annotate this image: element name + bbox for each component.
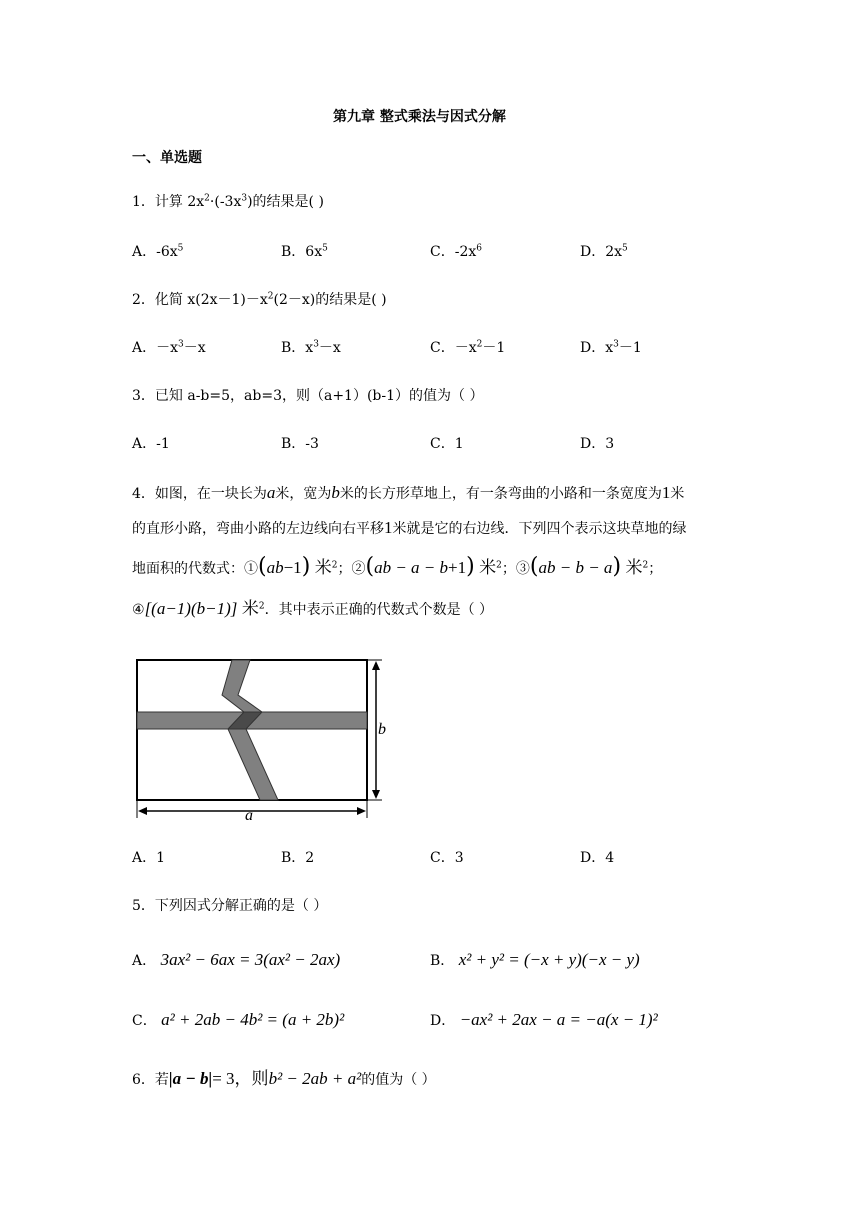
lawn-figure: [120, 650, 400, 830]
question-3-stem: 3．已知 a-b=5，ab=3，则（a+1）(b-1）的值为（ ）: [132, 388, 484, 404]
page-title: 第九章 整式乘法与因式分解: [333, 109, 506, 125]
question-4-line-2: 的直形小路，弯曲小路的左边线向右平移1米就是它的右边线．下列四个表示这块草地的绿: [132, 518, 687, 537]
question-4-line-3: 地面积的代数式：①(ab−1) 米$^2$；②(ab − a − b+1) 米$^2$；③(ab − b − a) 米$^2$；: [132, 554, 663, 579]
q2-option-a[interactable]: A．$-x^3-x$: [132, 339, 206, 356]
q3-option-b[interactable]: B．-3: [281, 436, 319, 452]
q4-option-b[interactable]: B．2: [281, 850, 315, 866]
section-heading: 一、单选题: [132, 150, 202, 166]
q4-option-d[interactable]: D．4: [580, 850, 615, 866]
q1-option-b[interactable]: B．$6x^5$: [281, 243, 328, 260]
question-2-stem: 2．化简 $x(2x-1)-x^2(2-x)$的结果是( ): [132, 291, 387, 308]
question-4-line-4: ④[(a−1)(b−1)] 米$^2$．其中表示正确的代数式个数是（ ）: [132, 599, 494, 618]
q3-option-d[interactable]: D．3: [580, 436, 615, 452]
label-b: b: [378, 721, 386, 738]
q5-option-d[interactable]: D． −ax² + 2ax − a = −a(x − 1)²: [430, 1010, 658, 1029]
q5-option-c[interactable]: C． a² + 2ab − 4b² = (a + 2b)²: [132, 1010, 345, 1029]
question-1-stem: 1．计算 $2x^2\cdot(-3x^3)$的结果是( ): [132, 193, 324, 210]
q2-option-d[interactable]: D．$x^3-1$: [580, 339, 642, 356]
question-6-stem: 6．若|a − b|= 3，则b² − 2ab + a²的值为（ ）: [132, 1069, 436, 1088]
question-4-line-1: 4．如图，在一块长为a米，宽为b米的长方形草地上，有一条弯曲的小路和一条宽度为1米: [132, 483, 685, 502]
question-5-stem: 5．下列因式分解正确的是（ ）: [132, 898, 328, 914]
q5-option-a[interactable]: A． 3ax² − 6ax = 3(ax² − 2ax): [132, 950, 341, 969]
q4-option-a[interactable]: A．1: [132, 850, 166, 866]
q1-option-d[interactable]: D．$2x^5$: [580, 243, 628, 260]
q1-option-a[interactable]: A．$-6x^5$: [132, 243, 184, 260]
q3-option-a[interactable]: A．-1: [132, 436, 170, 452]
q1-option-c[interactable]: C．$-2x^6$: [430, 243, 482, 260]
q5-option-b[interactable]: B． x² + y² = (−x + y)(−x − y): [430, 950, 640, 969]
curved-path-lower: [228, 729, 278, 800]
q2-option-b[interactable]: B．$x^3-x$: [281, 339, 341, 356]
q4-option-c[interactable]: C．3: [430, 850, 464, 866]
curved-path-upper: [222, 660, 262, 712]
q2-option-c[interactable]: C．$-x^2-1$: [430, 339, 506, 356]
label-a: a: [245, 807, 253, 824]
q3-option-c[interactable]: C．1: [430, 436, 464, 452]
